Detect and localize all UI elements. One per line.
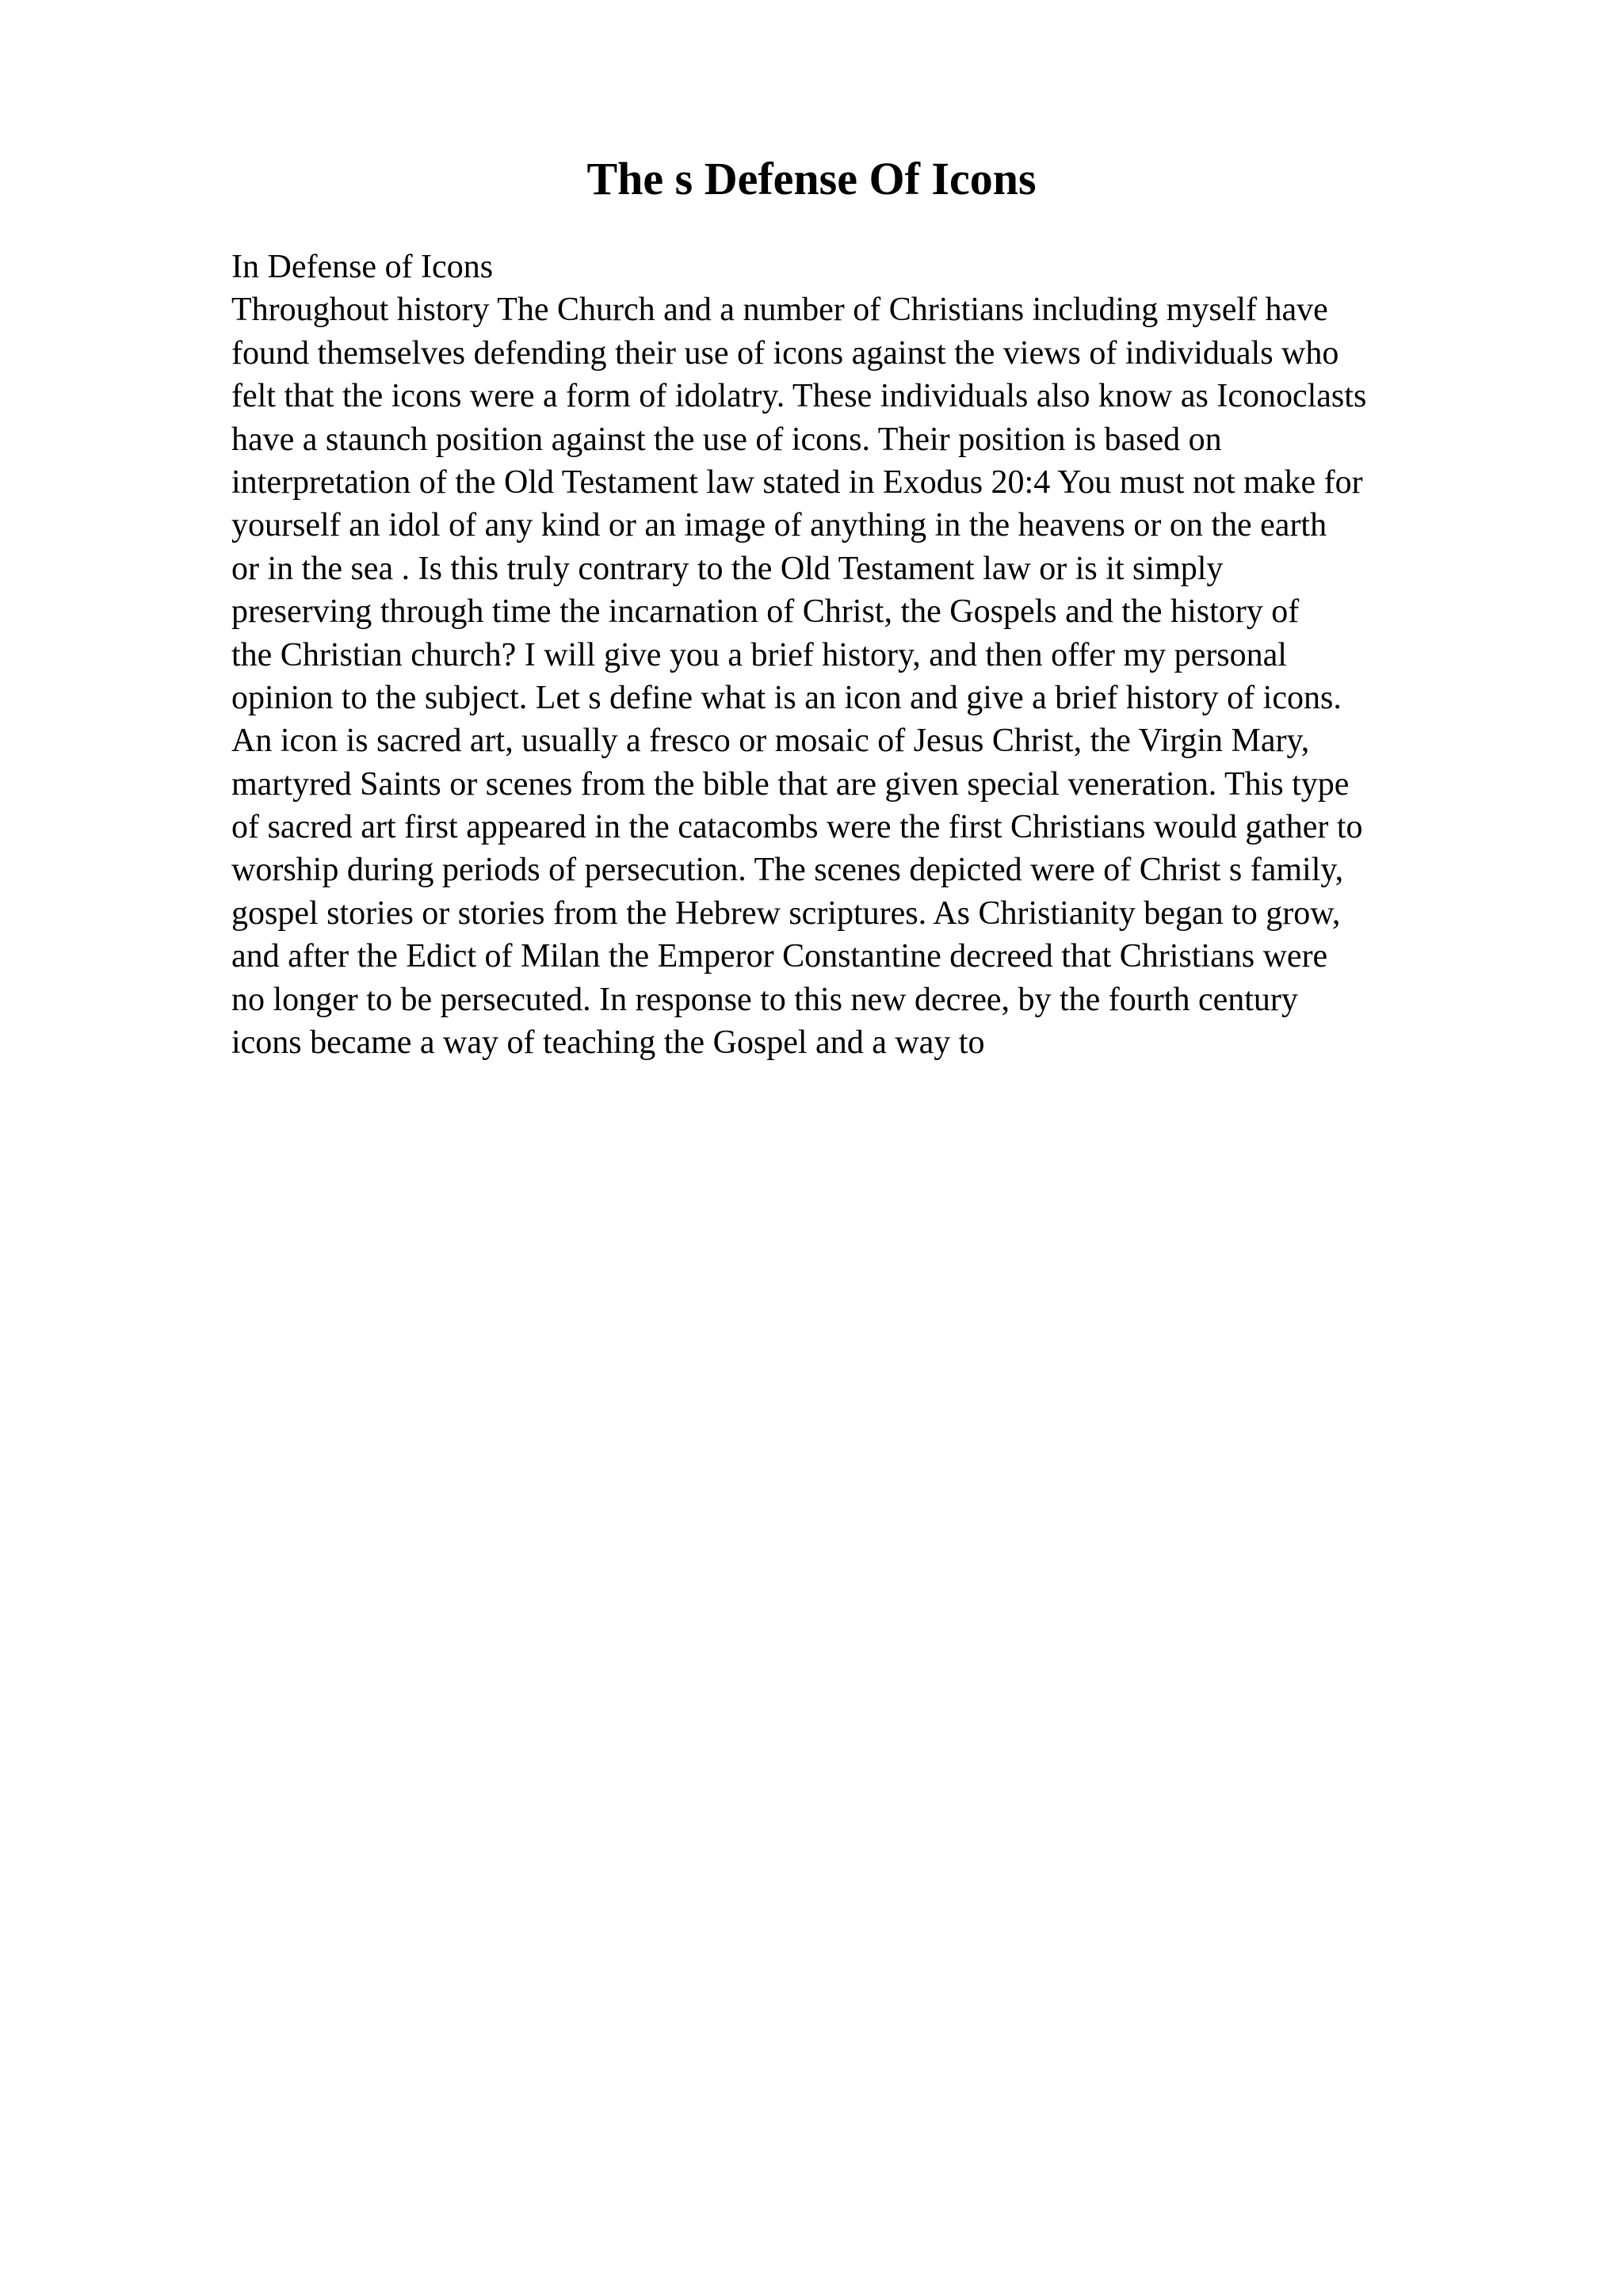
text-line: of sacred art first appeared in the catacombs were the first Christians would gather to [231, 809, 1363, 846]
text-line: In Defense of Icons [231, 249, 494, 285]
text-line: preserving through time the incarnation of Christ, the Gospels and the history of [231, 593, 1300, 631]
text-line: worship during periods of persecution. The scenes depicted were of Christ s family, [231, 852, 1344, 889]
text-line: felt that the icons were a form of idolatry. These individuals also know as Iconoclasts [231, 378, 1367, 415]
text-line: Throughout history The Church and a number of Christians including myself have [231, 292, 1328, 329]
text-line: martyred Saints or scenes from the bible that are given special veneration. This type [231, 765, 1350, 803]
text-line: or in the sea . Is this truly contrary to the Old Testament law or is it simply [231, 550, 1224, 587]
text-line: icons became a way of teaching the Gospel and a way to [231, 1024, 985, 1062]
text-line: opinion to the subject. Let s define what is an icon and give a brief history of icons. [231, 679, 1342, 716]
text-line: yourself an idol of any kind or an image of anything in the heavens or on the earth [231, 507, 1327, 544]
document-title: The s Defense Of Icons [586, 153, 1037, 204]
text-line: and after the Edict of Milan the Emperor Constantine decreed that Christians were [231, 938, 1328, 975]
text-line: gospel stories or stories from the Hebrew scriptures. As Christianity began to grow, [231, 894, 1341, 932]
text-line: the Christian church? I will give you a brief history, and then offer my personal [231, 636, 1287, 673]
document-body [231, 246, 1579, 1064]
text-line: An icon is sacred art, usually a fresco or mosaic of Jesus Christ, the Virgin Mary, [231, 723, 1310, 760]
text-line: no longer to be persecuted. In response to this new decree, by the fourth century [231, 981, 1298, 1018]
text-line: have a staunch position against the use of icons. Their position is based on [231, 421, 1222, 458]
text-line: found themselves defending their use of icons against the views of individuals who [231, 334, 1339, 372]
text-line: interpretation of the Old Testament law stated in Exodus 20:4 You must not make for [231, 463, 1363, 501]
